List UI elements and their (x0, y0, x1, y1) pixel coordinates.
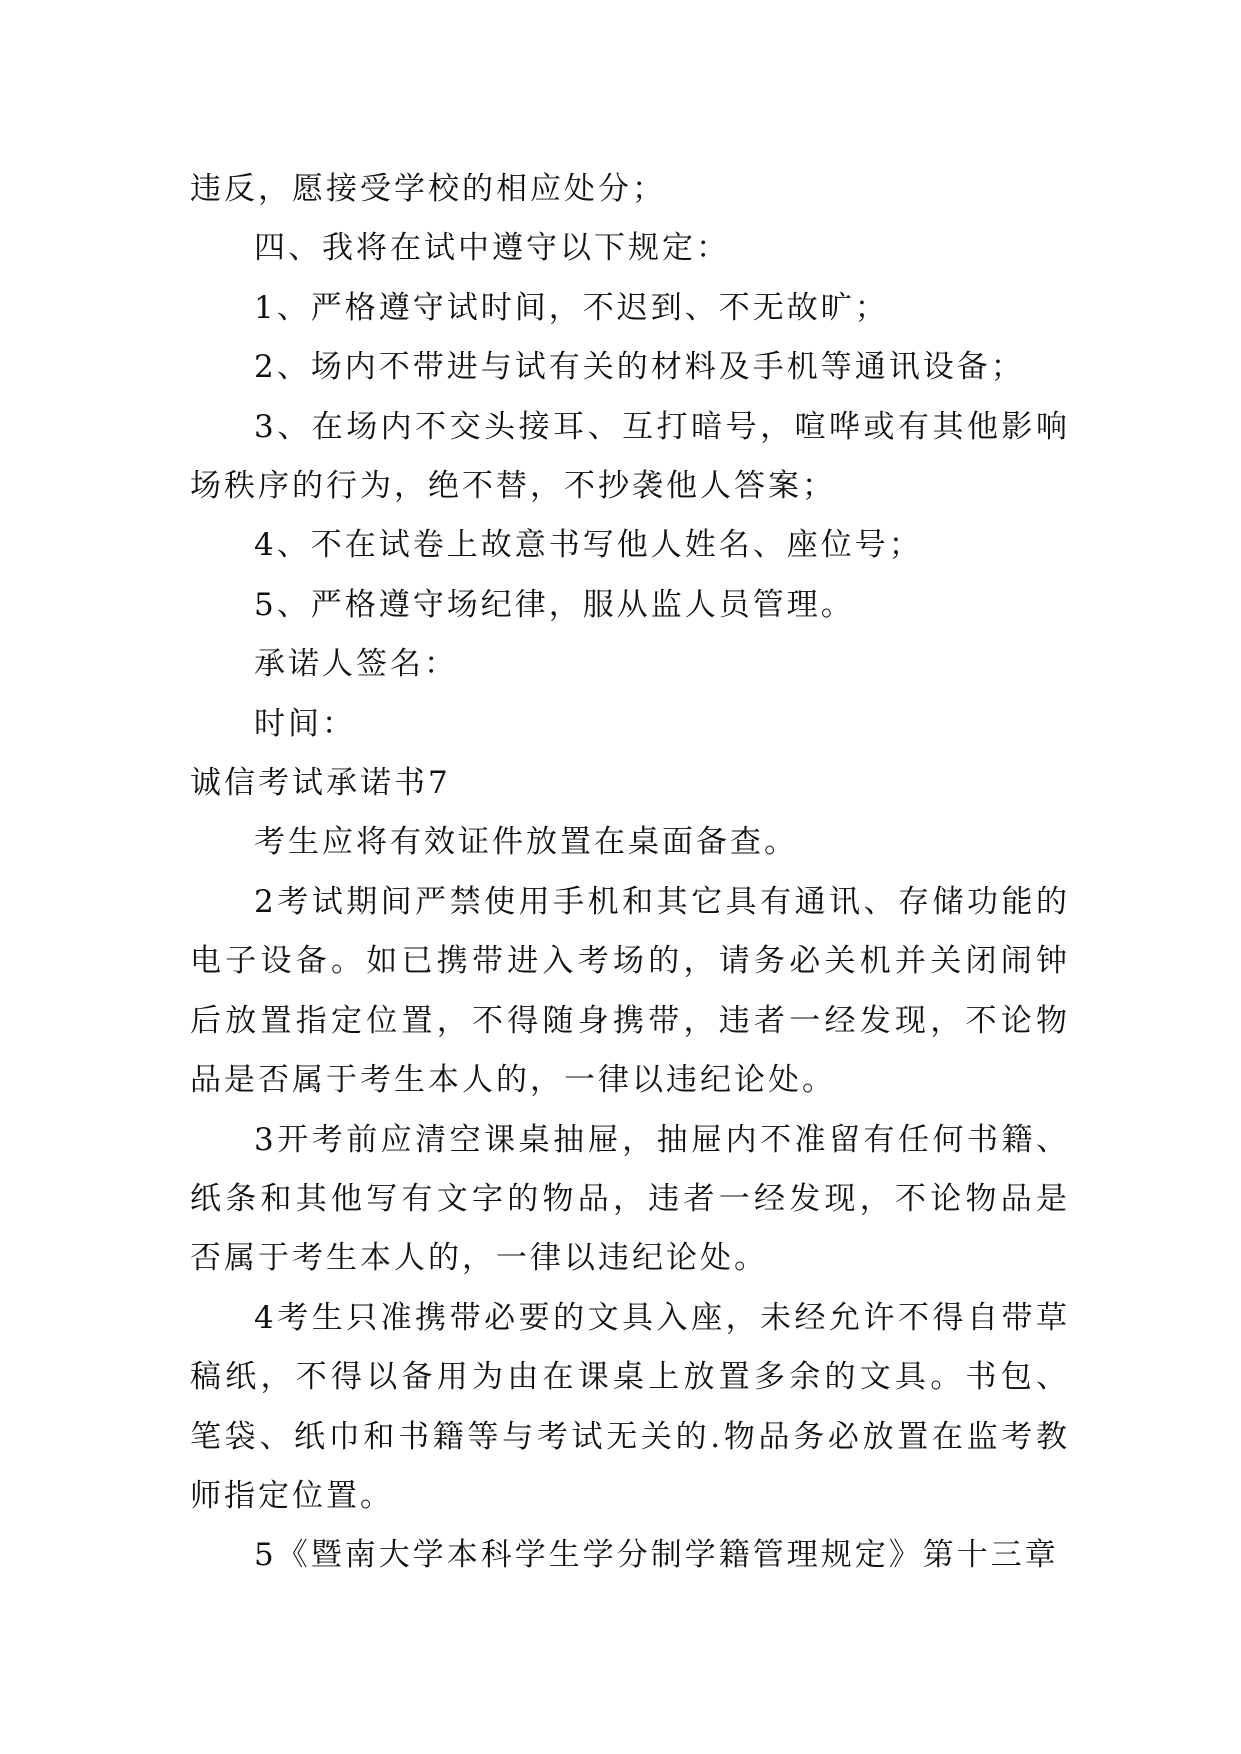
rule-item-2: 2、场内不带进与试有关的材料及手机等通讯设备； (254, 349, 1025, 386)
paragraph-4: 4考生只准携带必要的文具入座，未经允许不得自带草稿纸，不得以备用为由在课桌上放置多余的文具。书包、笔袋、纸巾和书籍等与考试无关的.物品务必放置在监考教师指定位置。 (190, 1299, 1070, 1514)
paragraph-1: 考生应将有效证件放置在桌面备查。 (254, 824, 798, 861)
rule-item-3: 3、在场内不交头接耳、互打暗号，喧哗或有其他影响场秩序的行为，绝不替，不抄袭他人答案； (190, 408, 1070, 505)
rule-item-1: 1、严格遵守试时间，不迟到、不无故旷； (254, 289, 889, 326)
paragraph-5: 5《暨南大学本科学生学分制学籍管理规定》第十三章 (254, 1537, 1059, 1574)
paragraph-2: 2考试期间严禁使用手机和其它具有通讯、存储功能的电子设备。如已携带进入考场的，请务必关机并关闭闹钟后放置指定位置，不得随身携带，违者一经发现，不论物品是否属于考生本人的，一律以违纪论处。 (190, 883, 1070, 1099)
rule-item-4: 4、不在试卷上故意书写他人姓名、座位号； (254, 527, 923, 564)
signature-label: 承诺人签名： (254, 646, 458, 683)
section-heading-7: 诚信考试承诺书7 (190, 765, 451, 802)
document-body (190, 160, 1070, 1586)
section-four-title: 四、我将在试中遵守以下规定： (254, 230, 730, 267)
paragraph-3: 3开考前应清空课桌抽屉，抽屉内不准留有任何书籍、纸条和其他写有文字的物品，违者一经发现，不论物品是否属于考生本人的，一律以违纪论处。 (190, 1121, 1070, 1277)
time-label: 时间： (254, 705, 356, 742)
rule-item-5: 5、严格遵守场纪律，服从监人员管理。 (254, 586, 855, 623)
continued-text-line: 违反，愿接受学校的相应处分； (190, 171, 666, 207)
